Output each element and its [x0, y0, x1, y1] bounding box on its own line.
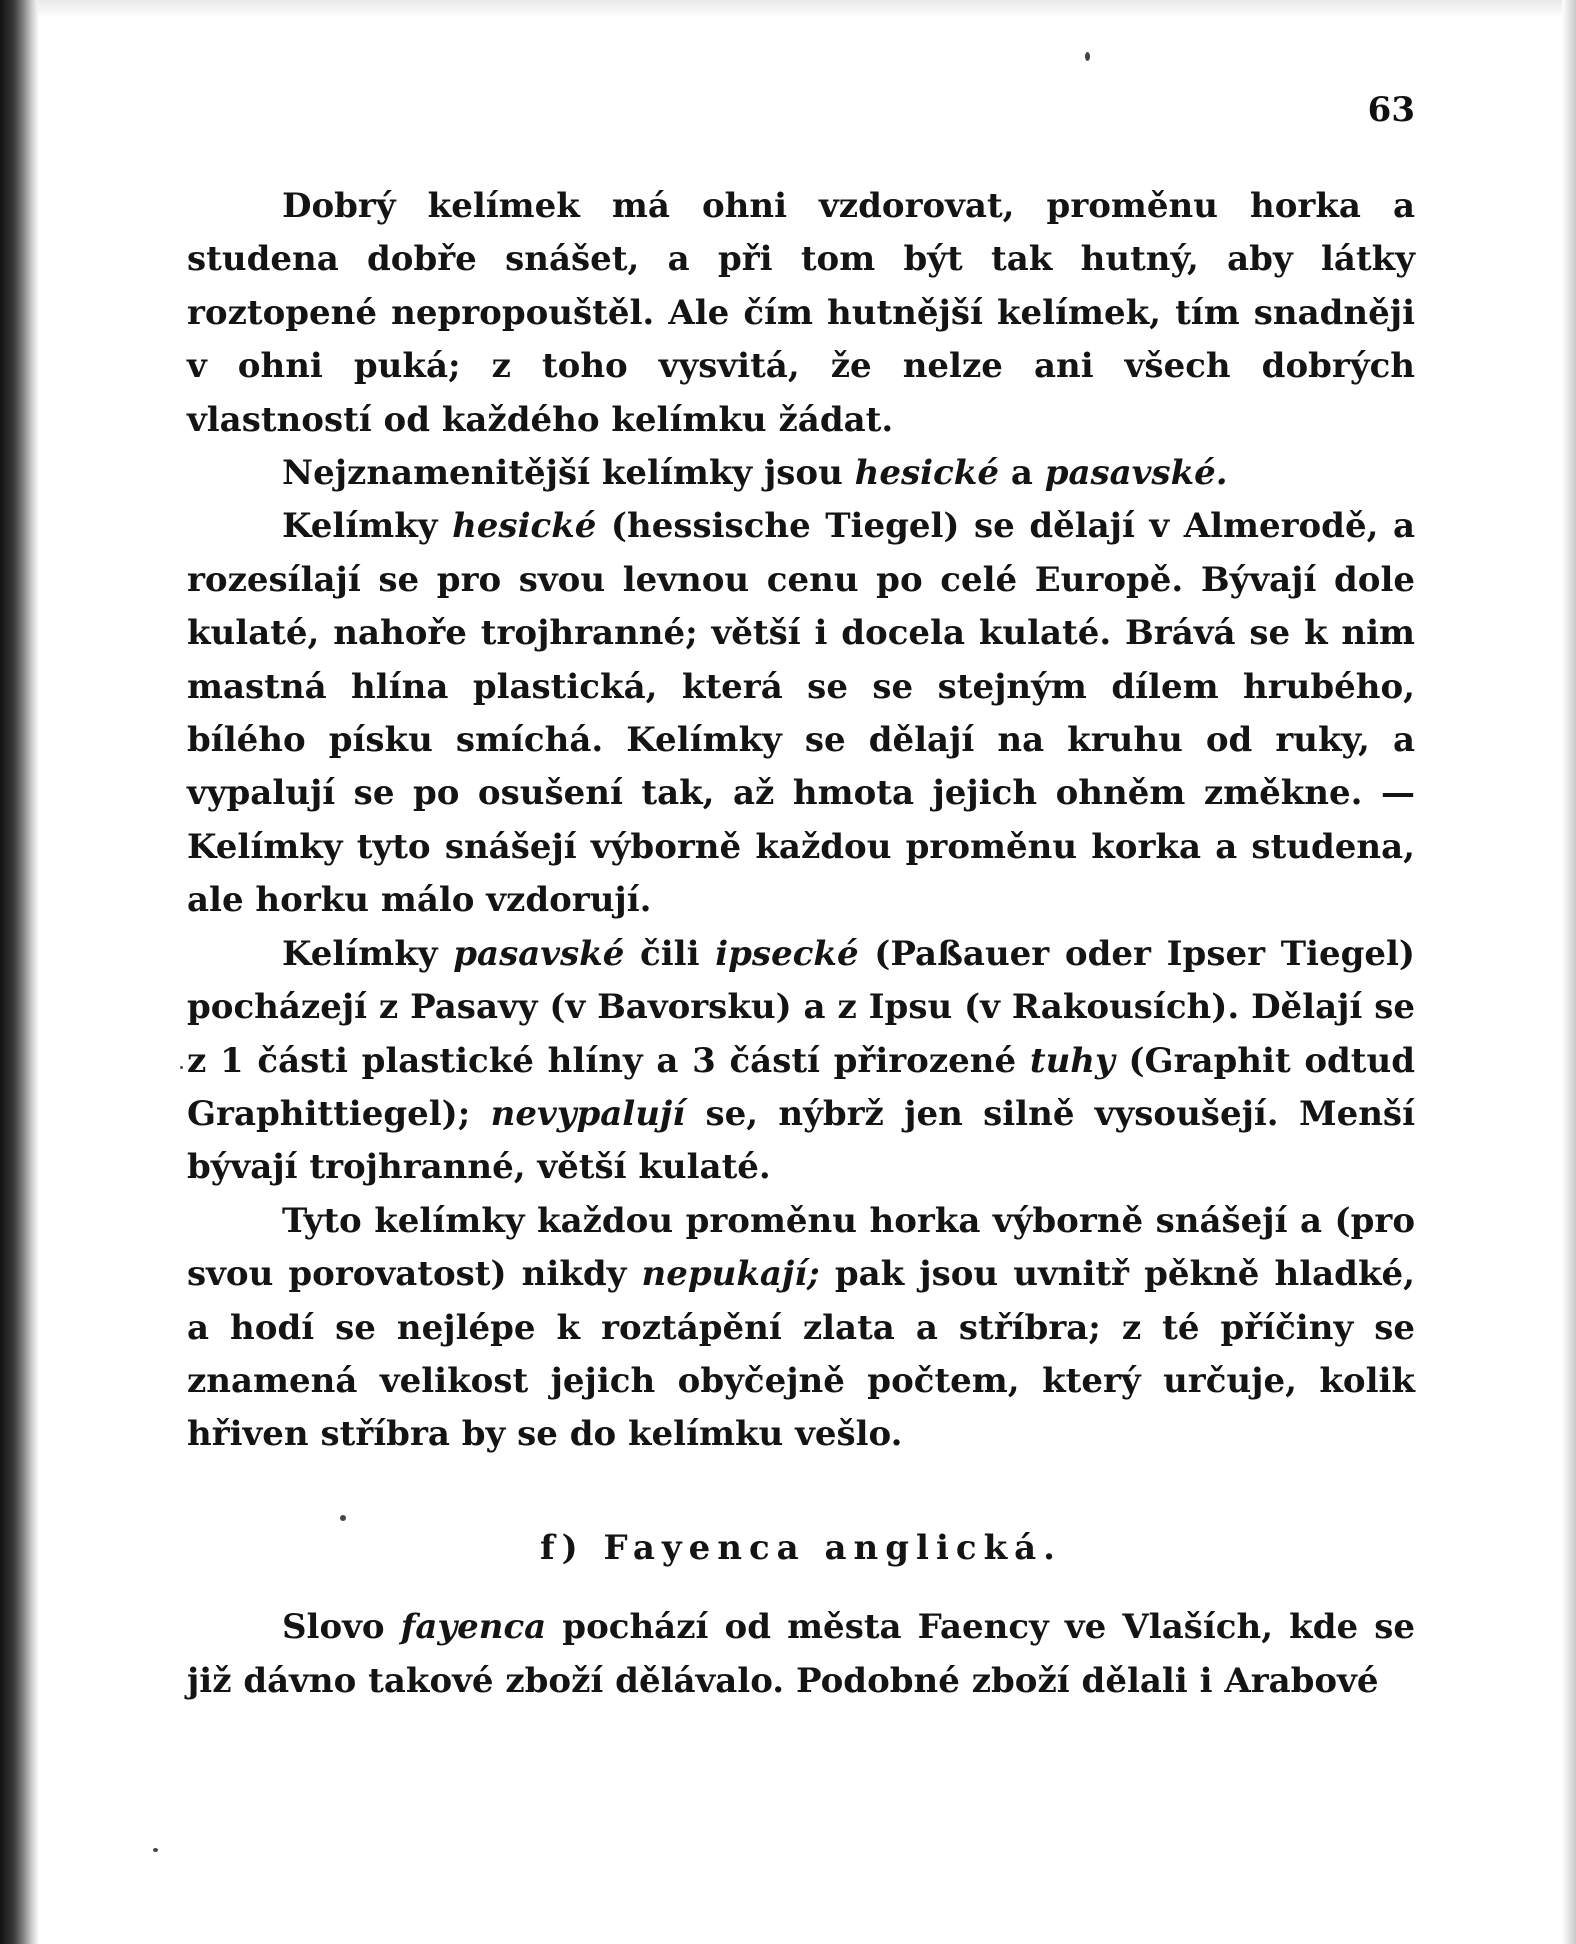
paragraph-hessian-crucibles [187, 500, 1415, 927]
text-run: se, nýbrž jen silně vysoušejí. Menší bývají trojhranné, větší kulaté. [187, 1093, 1415, 1188]
emphasis-hesicke: hesické [452, 506, 597, 547]
text-run: Kelímky [282, 506, 453, 547]
page-top-edge [38, 0, 1576, 18]
emphasis-pasavske: pasavské [453, 933, 625, 974]
emphasis-pasavske: pasavské. [1044, 453, 1228, 494]
text-run: pochází od města Faency ve Vlaších, kde se již dávno takové zboží dělávalo. Podobné zboží dělali i Arabové [187, 1607, 1415, 1701]
emphasis-tuhy: tuhy [1029, 1040, 1115, 1081]
paragraph-notable-crucibles [187, 447, 1415, 500]
text-run: Kelímky [282, 933, 454, 974]
text-run: (hessische Tiegel) se dělají v Almerodě, a rozesílají se pro svou levnou cenu po celé Europě. Bývají dole kulaté, nahoře trojhranné; větší i docela kulaté. Brává se k nim mastná hlína plastická, která se se stejným dílem hrubého, bílého písku smíchá. Kelímky se dělají na kruhu od ruky, a vypalují se po osušení tak, až hmota jejich ohněm změkne. — Kelímky tyto snášejí výborně každou proměnu korka a studena, ale horku málo vzdorují. [187, 506, 1415, 921]
text-run: Tyto kelímky každou proměnu horka výborně snášejí a (pro svou porovatost) nikdy [187, 1200, 1415, 1295]
print-speck [1085, 52, 1090, 61]
paragraph-fayence-origin [187, 1601, 1415, 1708]
paragraph-crucible-usage [187, 1195, 1415, 1462]
emphasis-hesicke: hesické [854, 453, 999, 494]
paragraph-passau-crucibles [187, 928, 1415, 1195]
section-heading: f) Fayenca anglická. [539, 1527, 1063, 1568]
print-speck [153, 1848, 158, 1852]
page-body [187, 180, 1415, 1708]
emphasis-nepukaji: nepukají; [641, 1254, 820, 1295]
book-spine-shadow [0, 0, 38, 1944]
text-run: čili [624, 933, 716, 974]
text-run: (Graphit odtud Graphittiegel); [187, 1040, 1415, 1134]
paragraph-crucible-properties [187, 180, 1415, 447]
page-right-edge [1562, 0, 1576, 1944]
text-run: pak jsou uvnitř pěkně hladké, a hodí se nejlépe k roztápění zlata a stříbra; z té příčiny se znamená velikost jejich obyčejně počtem, který určuje, kolik hřiven stříbra by se do kelímku vešlo. [187, 1254, 1415, 1455]
text-run: Dobrý kelímek má ohni vzdorovat, proměnu horka a studena dobře snášet, a při tom být tak hutný, aby látky roztopené nepropouštěl. Ale čím hutnější kelímek, tím snadněji v ohni puká; z toho vysvitá, že nelze ani všech dobrých vlastností od každého kelímku žádat. [187, 186, 1415, 440]
emphasis-ipsecke: ipsecké [715, 933, 859, 974]
text-run: Slovo [282, 1607, 401, 1648]
text-run: a [998, 453, 1045, 494]
text-run: (Paßauer oder Ipser Tiegel) pocházejí z Pasavy (v Bavorsku) a z Ipsu (v Rakousích). Dělají se z 1 části plastické hlíny a 3 částí přirozené [187, 933, 1415, 1081]
print-speck [340, 1515, 346, 1521]
emphasis-nevypaluji: nevypalují [490, 1093, 686, 1134]
page-number: 63 [1367, 90, 1415, 130]
text-run: Nejznamenitější kelímky jsou [282, 453, 855, 494]
emphasis-fayenca: fayenca [400, 1607, 547, 1648]
print-speck [180, 1066, 183, 1069]
